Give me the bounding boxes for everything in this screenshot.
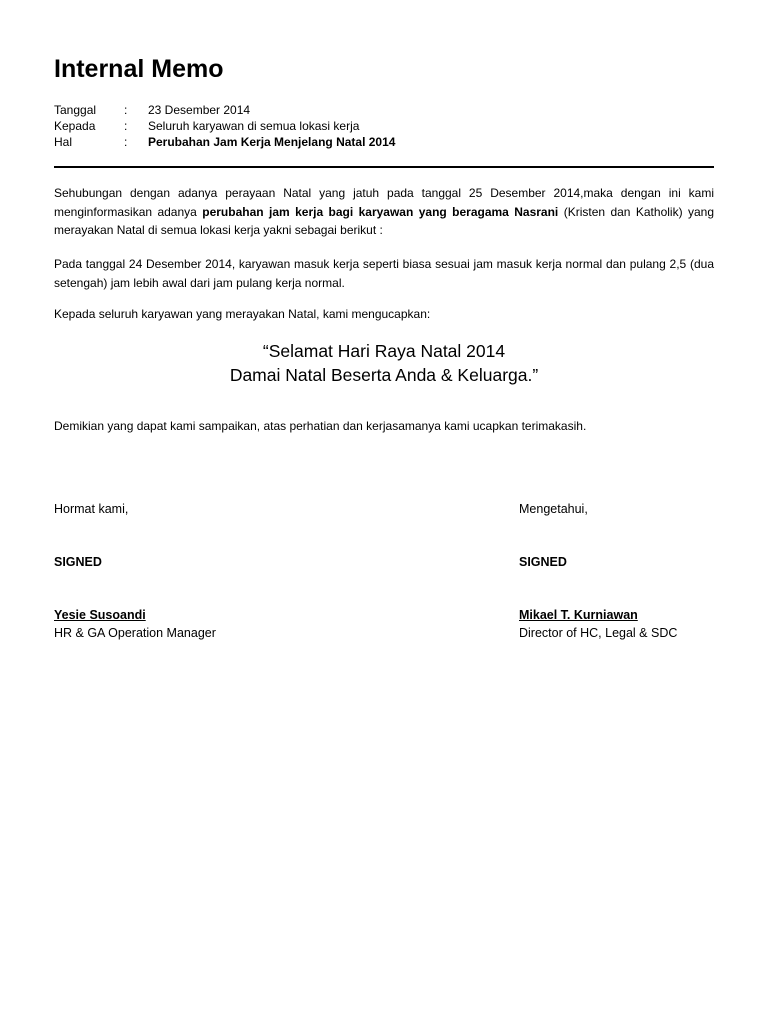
signature-block-right: [519, 500, 677, 642]
date-value: 23 Desember 2014: [148, 103, 251, 117]
left-closing: Hormat kami,: [54, 502, 129, 516]
signature-block-left: [54, 500, 216, 642]
body-paragraph-greeting-intro: Kepada seluruh karyawan yang merayakan Natal, kami mengucapkan:: [54, 307, 431, 321]
body-paragraph-intro: [54, 184, 714, 240]
recipient-value: Seluruh karyawan di semua lokasi kerja: [148, 119, 360, 133]
right-signed-mark: SIGNED: [519, 555, 567, 569]
recipient-label: Kepada: [54, 119, 96, 133]
left-signatory-title: HR & GA Operation Manager: [54, 626, 216, 640]
right-signatory-name: Mikael T. Kurniawan: [519, 608, 638, 622]
left-signed-mark: SIGNED: [54, 555, 102, 569]
header-divider: [54, 166, 714, 168]
body-paragraph-closing: Demikian yang dapat kami sampaikan, atas perhatian dan kerjasamanya kami ucapkan terimakasih.: [54, 419, 587, 433]
memo-title: Internal Memo: [54, 55, 224, 83]
right-closing: Mengetahui,: [519, 502, 588, 516]
intro-text-start: Sehubungan dengan adanya perayaan Natal yang jatuh pada tanggal 25 Desember 2014,maka dengan ini kami menginformasikan adanya: [54, 186, 714, 219]
greeting-line-2: Damai Natal Beserta Anda & Keluarga.”: [229, 365, 539, 385]
right-signatory-title: Director of HC, Legal & SDC: [519, 626, 678, 640]
body-paragraph-schedule: Pada tanggal 24 Desember 2014, karyawan masuk kerja seperti biasa sesuai jam masuk kerja normal dan pulang 2,5 (dua setengah) jam lebih awal dari jam pulang kerja normal.: [54, 257, 714, 290]
subject-colon: :: [124, 135, 128, 149]
intro-text-end: (Kristen dan Katholik) yang merayakan Natal di semua lokasi kerja yakni sebagai berikut :: [54, 204, 714, 237]
subject-value: Perubahan Jam Kerja Menjelang Natal 2014: [148, 135, 396, 149]
date-label: Tanggal: [54, 103, 97, 117]
date-colon: :: [124, 103, 128, 117]
intro-text-emphasis: perubahan jam kerja bagi karyawan yang beragama Nasrani: [202, 204, 559, 219]
greeting-line-1: “Selamat Hari Raya Natal 2014: [262, 341, 506, 361]
christmas-greeting: [54, 339, 714, 387]
left-signatory-name: Yesie Susoandi: [54, 608, 146, 622]
subject-label: Hal: [54, 135, 73, 149]
recipient-colon: :: [124, 119, 128, 133]
